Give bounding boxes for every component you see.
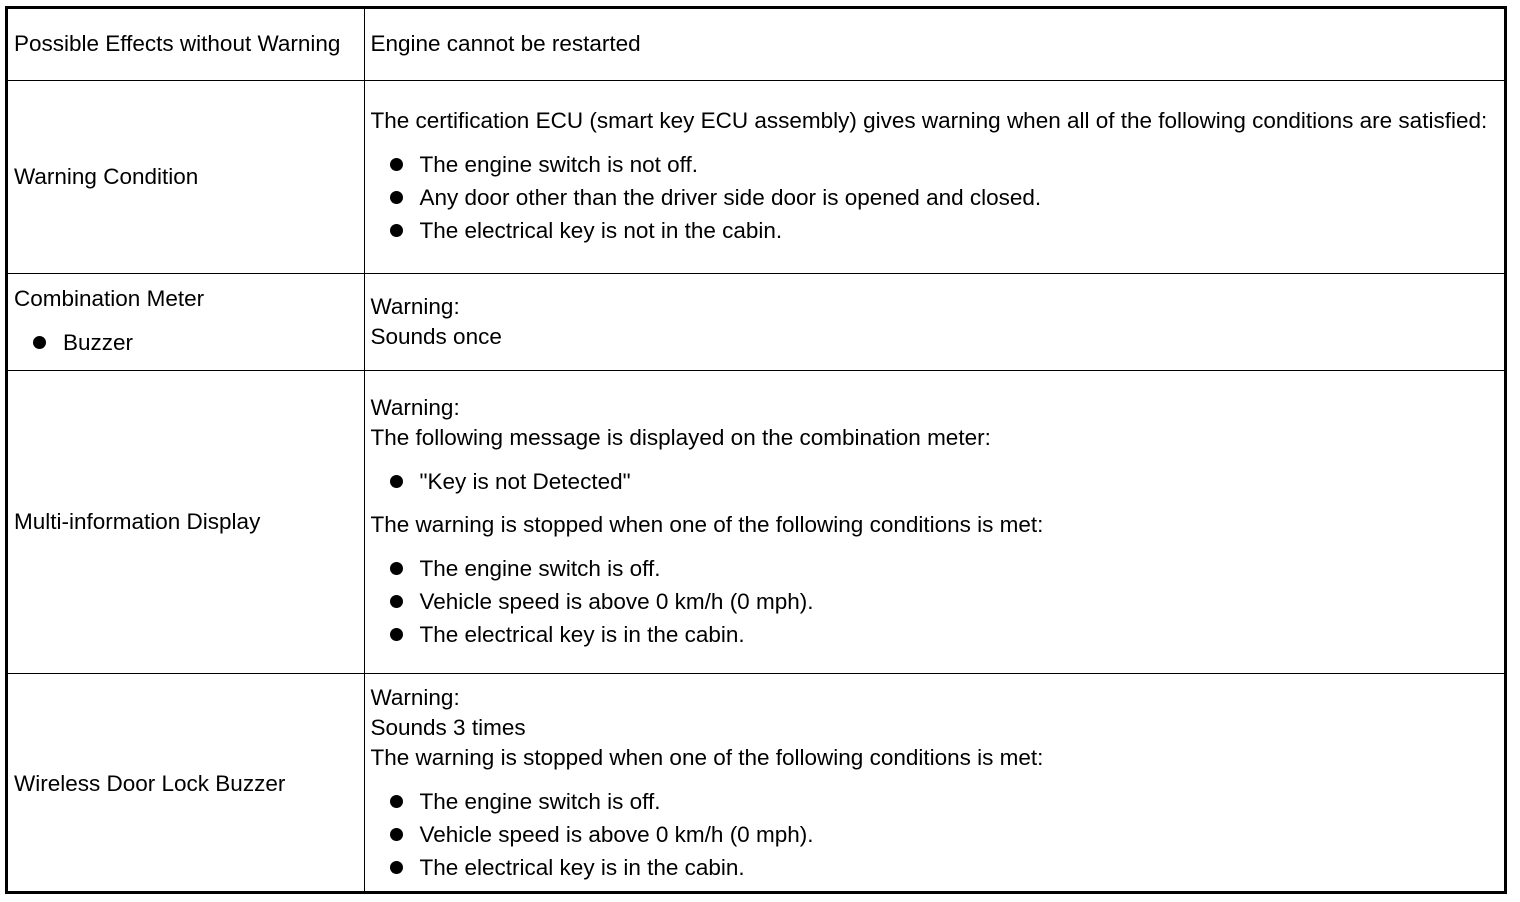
- message-list: [371, 465, 1499, 498]
- warning-title: Warning:: [370, 394, 460, 420]
- list-item: Vehicle speed is above 0 km/h (0 mph).: [371, 818, 1499, 851]
- row-label-text: Wireless Door Lock Buzzer: [14, 770, 286, 796]
- stop-intro: The warning is stopped when one of the following conditions is met:: [370, 511, 1044, 537]
- list-item: The electrical key is not in the cabin.: [371, 214, 1499, 247]
- list-item: The engine switch is off.: [371, 785, 1499, 818]
- row-label-possible-effects: [8, 9, 364, 80]
- warning-text: Sounds once: [370, 323, 502, 349]
- row-label-text: Combination Meter: [14, 286, 205, 311]
- stop-condition-list: [371, 785, 1499, 884]
- spacer: [371, 498, 1499, 510]
- row-label-text: Multi-information Display: [14, 508, 261, 534]
- list-item: The electrical key is in the cabin.: [371, 851, 1499, 884]
- list-item: Any door other than the driver side door is opened and closed.: [371, 181, 1499, 214]
- spec-table: [8, 9, 1504, 894]
- condition-intro: The certification ECU (smart key ECU assembly) gives warning when all of the following conditions are satisfied:: [370, 108, 1488, 133]
- warning-text: Sounds 3 times: [370, 715, 526, 741]
- list-item: Buzzer: [14, 326, 358, 359]
- row-label-text: Possible Effects without Warning: [14, 31, 341, 57]
- list-item: The engine switch is off.: [371, 552, 1499, 585]
- table-row: [8, 80, 1504, 273]
- list-item: The engine switch is not off.: [371, 148, 1499, 181]
- row-content-combination-meter: [364, 273, 1504, 370]
- list-item: Vehicle speed is above 0 km/h (0 mph).: [371, 585, 1499, 618]
- row-label-multi-information-display: [8, 370, 364, 673]
- list-item: The electrical key is in the cabin.: [371, 618, 1499, 651]
- message-intro: The following message is displayed on the combination meter:: [370, 424, 991, 450]
- warning-title: Warning:: [370, 293, 460, 319]
- row-content-wireless-door-lock-buzzer: [364, 673, 1504, 894]
- effect-text: Engine cannot be restarted: [370, 31, 641, 57]
- stop-condition-list: [371, 552, 1499, 651]
- table-row: [8, 9, 1504, 80]
- list-item: "Key is not Detected": [371, 465, 1499, 498]
- table-row: [8, 673, 1504, 894]
- condition-list: [371, 148, 1499, 247]
- stop-intro: The warning is stopped when one of the following conditions is met:: [370, 745, 1044, 771]
- row-content-possible-effects: [364, 9, 1504, 80]
- table-row: [8, 370, 1504, 673]
- row-label-wireless-door-lock-buzzer: [8, 673, 364, 894]
- row-label-combination-meter: [8, 273, 364, 370]
- row-label-text: Warning Condition: [14, 163, 199, 189]
- warning-title: Warning:: [370, 685, 460, 711]
- label-sub-list: [14, 326, 358, 359]
- row-content-multi-information-display: [364, 370, 1504, 673]
- warning-specification-table: [5, 6, 1507, 894]
- row-content-warning-condition: [364, 80, 1504, 273]
- table-row: [8, 273, 1504, 370]
- row-label-warning-condition: [8, 80, 364, 273]
